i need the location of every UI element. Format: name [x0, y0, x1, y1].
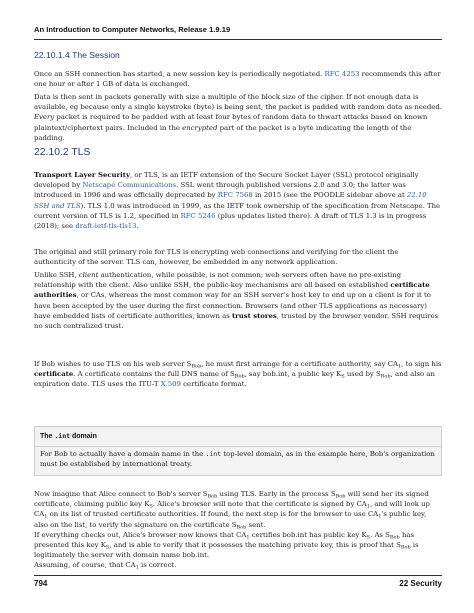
- paragraph-assuming: Assuming, of course, that $CA_1$ is correct.: [34, 561, 177, 571]
- sidebar-box-int-domain: [34, 426, 442, 476]
- header-rule: [34, 39, 442, 40]
- paragraph-certificate-authorities: Unlike SSH, client authentication, while possible, is not common; web servers often have no pre-existing relationship with the client. Also unlike SSH, the public-key mechanisms are all based on established certificate authorities, or CAs, whereas the most common way for an SSH server's host key to end up on a client is for it to have been accepted by the user during the first connection. Browsers (and other TLS applications as necessary) have embedded lists of certificate authorities, known as trust stores, trusted by the browser vendor. SSH requires no such centralized trust.: [34, 271, 439, 331]
- link-x509[interactable]: X.509: [160, 380, 181, 389]
- paragraph-tls-history: Transport Layer Security, or TLS, is an IETF extension of the Secure Socket Layer (SSL) protocol originally developed by Netscape Communications. SSL went through published versions 2.0 and 3.0; the latter was introduced in 1996 and was officially deprecated by RFC 7568 in 2015 (see the POODLE sidebar above at 22.10 SSH and TLS). TLS 1.0 was introduced in 1999, as the IETF took ownership of the specification from Netscape. The current version of TLS is 1.2, specified in RFC 5246 (plus updates listed there). A draft of TLS 1.3 is in progress (2018); see draft-ietf-tls-tls13.: [34, 171, 441, 231]
- chapter-label: 22 Security: [399, 579, 442, 588]
- link-rfc-7568[interactable]: RFC 7568: [217, 191, 253, 200]
- heading-the-session: 22.10.1.4 The Session: [34, 50, 120, 60]
- sidebar-body: For Bob to actually have a domain name in the .int top-level domain, as in the example here, Bob's organization must be established by international treaty.: [40, 450, 435, 469]
- link-rfc-5246[interactable]: RFC 5246: [180, 211, 216, 220]
- paragraph-session-key: Once an SSH connection has started, a new session key is periodically negotiated. RFC 4253 recommends this after one hour or after 1 GB of data is exchanged.: [34, 70, 441, 89]
- link-draft-tls13[interactable]: draft-ietf-tls-tls13: [75, 222, 137, 231]
- link-netscape[interactable]: Netscape Communications: [82, 181, 177, 190]
- footer-rule: [34, 575, 442, 576]
- sidebar-divider: [35, 446, 441, 447]
- sidebar-title: The .int domain: [40, 432, 97, 440]
- page-number: 794: [34, 579, 48, 588]
- link-ssh-and-tls[interactable]: 22.10 SSH and TLS: [34, 191, 427, 210]
- running-header: An Introduction to Computer Networks, Release 1.9.19: [34, 25, 231, 34]
- heading-tls: 22.10.2 TLS: [34, 147, 91, 158]
- paragraph-alice-connects: Now imagine that Alice connect to Bob's server $S_{Bob}$ using TLS. Early in the process $S_{Bob}$ will send her its signed certificate, claiming public key $K_S$. Alice's browser will note that the certificate is signed by $CA_1$, and will look up $CA_1$ on its list of trusted certificate authorities. If found, the next step is for the browser to use $CA_1's$ public key, also on the list, to verify the signature on the certificate $S_{Bob}$ sent.: [34, 490, 430, 531]
- paragraph-bob-certificate: If Bob wishes to use TLS on his web server $S_{Bob}$, he must first arrange for a certificate authority, say $CA_1$, to sign his certificate. A certificate contains the full DNS name of $S_{Bob}$, say bob.int, a public key $K_S$ used by $S_{Bob}$, and also an expiration date. TLS uses the ITU-T X.509 certificate format.: [34, 360, 442, 389]
- paragraph-checks-out: If everything checks out, Alice's browser now knows that $CA_1$ certifies bob.int has public key $K_S$. As $S_{Bob}$ has presented this key $K_S$, and is able to verify that it possesses the matching private key, this is proof that $S_{Bob}$ is legitimately the server with domain name bob.int.: [34, 531, 419, 560]
- paragraph-tls-role: The original and still primary role for TLS is encrypting web connections and verifying for the client the authenticity of the server. TLS can, however, be embedded in any network application.: [34, 248, 399, 267]
- link-rfc-4253[interactable]: RFC 4253: [324, 70, 360, 78]
- paragraph-padding: Data is then sent in packets generally with size a multiple of the block size of the cipher. If not enough data is available, eg because only a single keystroke (byte) is being sent, the packet is padded with random data as needed. Every packet is required to be padded with at least four bytes of random data to thwart attacks based on known plaintext/ciphertext pairs. Included in the encrypted part of the packet is a byte indicating the length of the padding.: [34, 93, 442, 142]
